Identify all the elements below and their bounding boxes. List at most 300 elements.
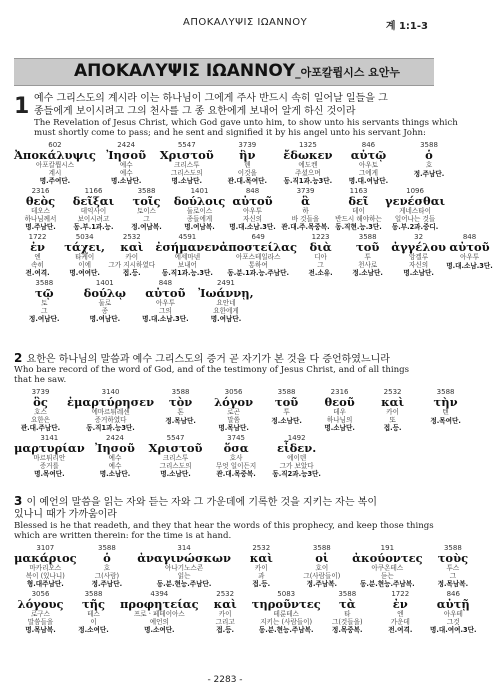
strong-number: 1401	[190, 187, 209, 195]
greek-word: ἐν	[392, 597, 408, 611]
strong-number: 5034	[75, 233, 94, 241]
strong-number: 1722	[28, 233, 47, 241]
parsing-code: 관.대.목중복.	[216, 470, 256, 478]
parsing-code: 형.대주남단.	[26, 580, 64, 588]
parsing-code: 정.소여단.	[78, 626, 109, 634]
transliteration: 투스	[446, 564, 460, 572]
transliteration: 호이	[315, 564, 329, 572]
interlinear-word	[332, 187, 385, 231]
strong-number: 649	[251, 233, 265, 241]
parsing-code: 동.분.1과.능.주남단.	[227, 269, 290, 277]
korean-meaning: 요한은	[30, 415, 51, 424]
strong-number: 3588	[443, 544, 462, 552]
korean-meaning: 천사로	[358, 260, 378, 269]
english-line: must shortly come to pass; and he sent and signified it by his angel unto his servant John:	[34, 128, 426, 138]
transliteration: 크리스투	[174, 161, 200, 169]
strong-number: 1223	[311, 233, 330, 241]
running-header	[0, 17, 450, 33]
korean-meaning: 그	[449, 571, 457, 580]
greek-word: ἐν	[30, 240, 46, 254]
strong-number: 3739	[238, 141, 257, 149]
interlinear-word	[217, 141, 278, 185]
transliteration: 카이	[254, 564, 268, 572]
transliteration: 타케이	[75, 253, 95, 261]
parsing-code: 정.목중복.	[332, 626, 363, 634]
korean-meaning: 자신의	[242, 214, 263, 223]
transliteration: 에마르튀레센	[91, 408, 130, 416]
greek-word: ὁ	[103, 551, 111, 565]
interlinear-word	[313, 388, 366, 432]
parsing-code: 정.목여단.	[430, 416, 461, 425]
interlinear-word	[108, 233, 155, 277]
transliteration: 호사	[229, 454, 243, 462]
english-line: Blessed is he that readeth, and they that hear the words of this prophecy, and keep those things	[14, 521, 434, 531]
strong-number: 3739	[31, 388, 50, 396]
strong-number: 5083	[277, 590, 296, 598]
interlinear-word	[173, 187, 226, 231]
strong-number: 3588	[97, 544, 116, 552]
interlinear-row	[14, 187, 446, 231]
strong-number: 3107	[36, 544, 55, 552]
korean-line: 예수 그리스도의 계시라 이는 하나님이 그에게 주사 반드시 속히 일어날 일들을 그	[34, 93, 388, 104]
transliteration: 헨	[244, 161, 251, 169]
running-title: ΑΠΟΚΑΛΥΨΙΣ ΙΩΑΝΝΟΥ	[183, 17, 308, 28]
chapter-reference: 계 1:1-3	[385, 21, 428, 32]
parsing-code: 명.소여단.	[144, 626, 175, 634]
greek-word: τοῦ	[274, 395, 299, 409]
strong-number: 1492	[287, 434, 306, 442]
korean-meaning: 보내어	[177, 260, 197, 269]
transliteration: 로곤	[227, 408, 240, 416]
interlinear-word	[156, 141, 217, 185]
greek-word: δεῖ	[348, 194, 369, 208]
korean-meaning: 반드시 해야하는	[335, 214, 382, 223]
interlinear-word	[14, 279, 75, 323]
greek-word: μακάριος	[14, 551, 77, 565]
parsing-code: 정.여남복.	[131, 223, 162, 231]
korean-meaning: 그(사람들이)	[303, 571, 341, 580]
transliteration: 둘로	[98, 299, 112, 307]
strong-number: 1722	[391, 590, 410, 598]
greek-word: τάχει,	[64, 240, 106, 254]
korean-meaning: 일어나는 것들	[394, 214, 436, 223]
parsing-code: 명.대.여남단.	[348, 177, 389, 185]
interlinear-word	[67, 187, 120, 231]
korean-meaning: 예수	[119, 168, 133, 177]
english-line: Who bare record of the word of God, and of the testimony of Jesus Christ, and of all things	[14, 365, 410, 375]
transliteration: 테룬테스	[273, 610, 299, 618]
parsing-code: 명.주남단.	[25, 223, 56, 231]
greek-word: ὃς	[33, 395, 48, 409]
greek-word: γενέσθαι	[385, 194, 446, 208]
parsing-code: 접.등.	[383, 424, 402, 432]
parsing-code: 관.대.주.목중복.	[281, 223, 330, 231]
greek-word: λόγον	[214, 395, 254, 409]
transliteration: 아우투	[242, 207, 263, 215]
korean-meaning: 그	[41, 306, 48, 315]
interlinear-word	[260, 388, 313, 432]
korean-meaning: 말씀	[227, 415, 240, 424]
interlinear-row	[14, 590, 477, 634]
transliteration: 아나기노스콘	[164, 564, 204, 572]
verse-number: 2	[14, 351, 27, 365]
korean-meaning: 종들에게	[186, 214, 213, 223]
strong-number: 314	[177, 544, 191, 552]
interlinear-word	[292, 544, 353, 588]
strong-number: 3141	[40, 434, 59, 442]
korean-meaning: 그(사람)	[94, 571, 120, 580]
korean-meaning: 그리스도의	[159, 461, 192, 470]
korean-meaning: 예수	[108, 461, 122, 470]
greek-word: ὁ	[425, 148, 433, 162]
korean-line: 3 이 예언의 말씀을 읽는 자와 듣는 자와 그 가운데에 기록한 것을 지키는 자는 복이	[14, 494, 377, 508]
english-line: which are written therein: for the time is at hand.	[14, 531, 232, 541]
interlinear-word	[207, 388, 260, 432]
greek-word: ἐμαρτύρησεν	[67, 395, 155, 409]
parsing-code: 명.대.소남.3단.	[446, 261, 493, 270]
strong-number: 3056	[224, 388, 243, 396]
parsing-code: 명.여남복.	[184, 223, 215, 231]
interlinear-word	[14, 590, 67, 634]
parsing-code: 접.등.	[216, 626, 235, 634]
greek-word: ἀγγέλου	[391, 240, 446, 254]
korean-meaning: 자신의	[409, 260, 429, 269]
transliteration: 데익사이	[80, 207, 107, 215]
interlinear-word	[297, 233, 344, 277]
interlinear-word	[226, 187, 279, 231]
transliteration: 카이	[386, 408, 399, 416]
strong-number: 2532	[252, 544, 271, 552]
korean-meaning: 통하여	[248, 260, 268, 269]
strong-number: 3588	[436, 388, 455, 396]
book-title	[74, 61, 400, 81]
greek-word: καὶ	[213, 597, 237, 611]
transliteration: 게네스타이	[399, 207, 431, 215]
parsing-code: 명.소남단.	[171, 177, 203, 185]
korean-meaning: 말씀들을	[27, 617, 54, 626]
transliteration: 아포칼륍시스	[35, 161, 75, 169]
transliteration: 예수	[119, 161, 133, 169]
interlinear-word	[14, 544, 77, 588]
korean-meaning: 그리고	[215, 617, 235, 626]
transliteration: 테스	[87, 610, 100, 618]
korean-meaning: 그	[317, 260, 324, 269]
parsing-code: 관.대.주남단.	[20, 424, 61, 432]
greek-word: καὶ	[381, 395, 405, 409]
greek-word: ἣν	[239, 148, 256, 162]
interlinear-word	[419, 388, 472, 432]
strong-number: 5547	[177, 141, 196, 149]
strong-number: 3140	[101, 388, 120, 396]
transliteration: 요안네	[216, 299, 236, 307]
strong-number: 848	[462, 233, 477, 241]
strong-number: 846	[446, 590, 460, 598]
parsing-code: 동.직1과.능3단.	[86, 424, 135, 432]
transliteration: 아우투	[155, 299, 175, 307]
korean-meaning: 그것	[446, 617, 460, 626]
strong-number: 2532	[122, 233, 141, 241]
greek-word: λόγους	[17, 597, 64, 611]
korean-meaning: 이에	[78, 260, 92, 269]
interlinear-word	[278, 141, 339, 185]
interlinear-word	[14, 141, 96, 185]
interlinear-row	[14, 233, 493, 277]
korean-meaning: 계시	[48, 168, 62, 177]
parsing-code: 접.등.	[122, 269, 141, 277]
greek-word: τὸν	[168, 395, 193, 409]
parsing-code: 접.등.	[252, 580, 271, 588]
interlinear-word	[338, 141, 399, 185]
interlinear-word	[385, 187, 445, 231]
verse-number: 3	[14, 494, 27, 508]
greek-word: Ἰησοῦ	[106, 148, 147, 162]
interlinear-word	[279, 187, 332, 231]
interlinear-word	[219, 233, 297, 277]
korean-meaning: 바 것들을	[291, 214, 320, 223]
transliteration: 호	[425, 161, 433, 169]
page-number: - 2283 -	[207, 675, 243, 685]
korean-meaning: 속히	[31, 260, 44, 269]
parsing-code: 명.목여단.	[34, 470, 65, 478]
interlinear-word	[321, 590, 374, 634]
korean-meaning: 증거를	[39, 461, 59, 470]
greek-word: τοῦ	[355, 240, 380, 254]
greek-word: αὐτῷ	[350, 148, 387, 162]
strong-number: 3588	[358, 233, 377, 241]
korean-meaning: 무엇 일이든지	[215, 461, 257, 470]
strong-number: 2532	[383, 388, 402, 396]
korean-meaning: 그의	[159, 306, 172, 315]
interlinear-word	[231, 544, 292, 588]
english-line: that he saw.	[14, 375, 67, 385]
interlinear-word	[67, 590, 120, 634]
korean-meaning: 그(것들을)	[331, 617, 363, 626]
interlinear-word	[135, 279, 196, 323]
strong-number: 3588	[171, 388, 190, 396]
transliteration: 에세마넨	[174, 253, 201, 261]
strong-number: 602	[48, 141, 62, 149]
strong-number: 3588	[277, 388, 296, 396]
interlinear-word	[67, 388, 154, 432]
interlinear-word	[120, 187, 173, 231]
parsing-code: 정.목남복.	[437, 580, 469, 588]
parsing-code: 정.소남단.	[271, 416, 302, 425]
interlinear-word	[154, 388, 207, 432]
parsing-code: 명.여남단.	[210, 315, 242, 323]
transliteration: 마르튀리안	[33, 454, 66, 462]
parsing-code: 정.소남단.	[352, 269, 383, 277]
transliteration: 아쿠온테스	[371, 564, 404, 572]
parsing-code: 명.여남단.	[89, 315, 121, 323]
book-title-korean: _아포칼륍시스 요안누	[295, 66, 401, 79]
interlinear-word	[77, 544, 138, 588]
greek-word: αὐτοῦ	[449, 240, 490, 254]
transliteration: 엔	[34, 253, 41, 261]
greek-word: Ἰησοῦ	[95, 441, 135, 455]
strong-number: 4394	[150, 590, 169, 598]
interlinear-word	[137, 544, 231, 588]
interlinear-word	[266, 434, 327, 478]
interlinear-row	[14, 544, 469, 588]
parsing-code: 동.직1과.능.3단.	[161, 269, 213, 277]
transliteration: 아우테	[443, 610, 463, 618]
interlinear-word	[252, 590, 321, 634]
korean-meaning: 예언의	[149, 617, 169, 626]
transliteration: 투	[283, 408, 290, 416]
greek-word: εἶδεν.	[277, 441, 317, 455]
korean-line: 2 요한은 하나님의 말씀과 예수 그리스도의 증거 곧 자기가 본 것을 다 증언하였느니라	[14, 351, 390, 365]
strong-number: 3588	[35, 279, 54, 287]
strong-number: 5547	[166, 434, 185, 442]
english-line: The Revelation of Jesus Christ, which God gave unto him, to show unto his servants things which	[34, 118, 458, 128]
greek-word: αὐτοῦ	[145, 286, 186, 300]
interlinear-row	[14, 388, 461, 432]
interlinear-word	[366, 388, 419, 432]
strong-number: 1166	[84, 187, 103, 195]
korean-meaning: 그가 지시하였다	[108, 260, 156, 269]
greek-word: Ἀποκάλυψις	[14, 148, 96, 162]
transliteration: 투	[364, 253, 371, 261]
interlinear-word	[196, 279, 257, 323]
strong-number: 2532	[216, 590, 235, 598]
greek-word: αὐτῇ	[436, 597, 470, 611]
greek-word: ἔδωκεν	[283, 148, 333, 162]
transliteration: 아우토	[358, 161, 378, 169]
interlinear-word	[374, 590, 427, 634]
korean-meaning: 듣는	[380, 571, 394, 580]
korean-line: 있나니 때가 가까움이라	[14, 509, 117, 520]
interlinear-word	[14, 187, 67, 231]
interlinear-word	[199, 590, 252, 634]
interlinear-row	[14, 279, 438, 323]
strong-number: 3588	[312, 544, 331, 552]
parsing-code: 전.여격.	[25, 269, 50, 277]
strong-number: 3588	[420, 141, 438, 149]
korean-meaning: 지키는 (사람들이)	[260, 617, 313, 626]
korean-meaning: 하나님께서	[24, 214, 57, 223]
parsing-code: 정.주남복.	[306, 580, 338, 588]
transliteration: 로구스	[30, 610, 51, 618]
book-title-greek: ΑΠΟΚΑΛΥΨΙΣ ΙΩΑΝΝΟΥ	[74, 61, 296, 81]
parsing-code: 동.분.현능.주남복.	[360, 580, 415, 588]
interlinear-row	[14, 141, 445, 185]
korean-meaning: 종	[101, 306, 109, 315]
korean-meaning: 또	[389, 415, 396, 424]
greek-word: δεῖξαι	[72, 194, 115, 208]
parsing-code: 명.소남단.	[99, 470, 131, 478]
parsing-code: 명.소남단.	[160, 470, 191, 478]
transliteration: 호스	[34, 408, 47, 416]
greek-word: δούλῳ	[83, 286, 127, 300]
strong-number: 1096	[406, 187, 424, 195]
parsing-code: 명.주여단.	[39, 177, 71, 185]
transliteration: 앙겔루	[409, 253, 429, 261]
interlinear-word	[344, 233, 391, 277]
interlinear-word	[446, 233, 493, 277]
greek-word: τῷ	[34, 286, 54, 300]
strong-number: 2316	[31, 187, 50, 195]
korean-meaning: 보이시려고	[77, 214, 110, 223]
strong-number: 32	[414, 233, 424, 241]
korean-meaning: 그가 보았다	[279, 461, 314, 470]
interlinear-word	[145, 434, 206, 478]
interlinear-word	[423, 544, 484, 588]
korean-line: 종들에게 보이시려고 그의 천사를 그 종 요한에게 보내어 알게 하신 것이라	[34, 106, 356, 117]
interlinear-word	[391, 233, 446, 277]
transliteration: 엔	[397, 610, 404, 618]
parsing-code: 정.여남단.	[29, 315, 60, 323]
greek-word: Ἰωάννῃ,	[198, 286, 254, 300]
strong-number: 848	[245, 187, 260, 195]
parsing-code: 명.소남단.	[324, 424, 355, 432]
transliteration: 프로ㆍ페테이아스	[133, 610, 185, 618]
korean-meaning: 과	[258, 571, 265, 580]
parsing-code: 동.부.1과.능.	[73, 223, 114, 231]
parsing-code: 동.부.2과.중디.	[391, 223, 439, 231]
interlinear-word	[399, 141, 460, 185]
transliteration: 토이스	[136, 207, 157, 215]
interlinear-word	[155, 233, 219, 277]
strong-number: 2424	[106, 434, 124, 442]
transliteration: 아포스테일라스	[235, 253, 281, 261]
greek-word: καὶ	[249, 551, 273, 565]
strong-number: 848	[158, 279, 173, 287]
transliteration: 호	[103, 564, 111, 572]
greek-word: διὰ	[309, 240, 332, 254]
interlinear-word	[206, 434, 267, 478]
greek-word: Χριστοῦ	[148, 441, 203, 455]
transliteration: 둘로이스	[186, 207, 213, 215]
parsing-code: 명.대.소남.3단.	[142, 315, 189, 323]
korean-meaning: 증거하였다	[94, 415, 127, 424]
transliteration: 데오스	[30, 207, 51, 215]
interlinear-row	[14, 434, 438, 478]
strong-number: 3745	[227, 434, 245, 442]
parsing-code: 명.소남단.	[110, 177, 142, 185]
parsing-code: 정.주남단.	[413, 169, 445, 178]
korean-meaning: 주셨으며	[295, 168, 321, 177]
greek-word: τοὺς	[437, 551, 469, 565]
strong-number: 191	[380, 544, 395, 552]
transliteration: 디아	[314, 253, 327, 261]
transliteration: 데우	[333, 408, 346, 416]
strong-number: 3056	[31, 590, 50, 598]
parsing-code: 명.목남복.	[25, 626, 56, 634]
interlinear-word	[96, 141, 157, 185]
transliteration: 텐	[442, 408, 449, 416]
parsing-code: 명.목남단.	[218, 424, 249, 432]
parsing-code: 명.대.소남.3단.	[229, 223, 276, 231]
parsing-code: 동.직현.능.3단.	[335, 223, 382, 231]
greek-word: ἀκούοντες	[352, 551, 423, 565]
parsing-code: 동.직2과.능3단.	[272, 470, 321, 478]
korean-meaning: 그	[143, 214, 150, 223]
greek-word: θεὸς	[25, 194, 56, 208]
interlinear-word	[61, 233, 108, 277]
korean-meaning: 그리스도의	[170, 168, 203, 177]
korean-meaning: 가운데	[390, 617, 410, 626]
greek-word: θεοῦ	[324, 395, 355, 409]
transliteration: 예수	[108, 454, 122, 462]
verse-number: 1	[14, 94, 30, 119]
greek-word: προφητείας	[120, 597, 199, 611]
greek-word: οἱ	[315, 551, 329, 565]
strong-number: 3588	[137, 187, 156, 195]
greek-word: ἃ	[301, 194, 310, 208]
strong-number: 1325	[298, 141, 317, 149]
parsing-code: 명.소남단.	[403, 269, 434, 277]
korean-meaning: 요한에게	[213, 306, 239, 315]
